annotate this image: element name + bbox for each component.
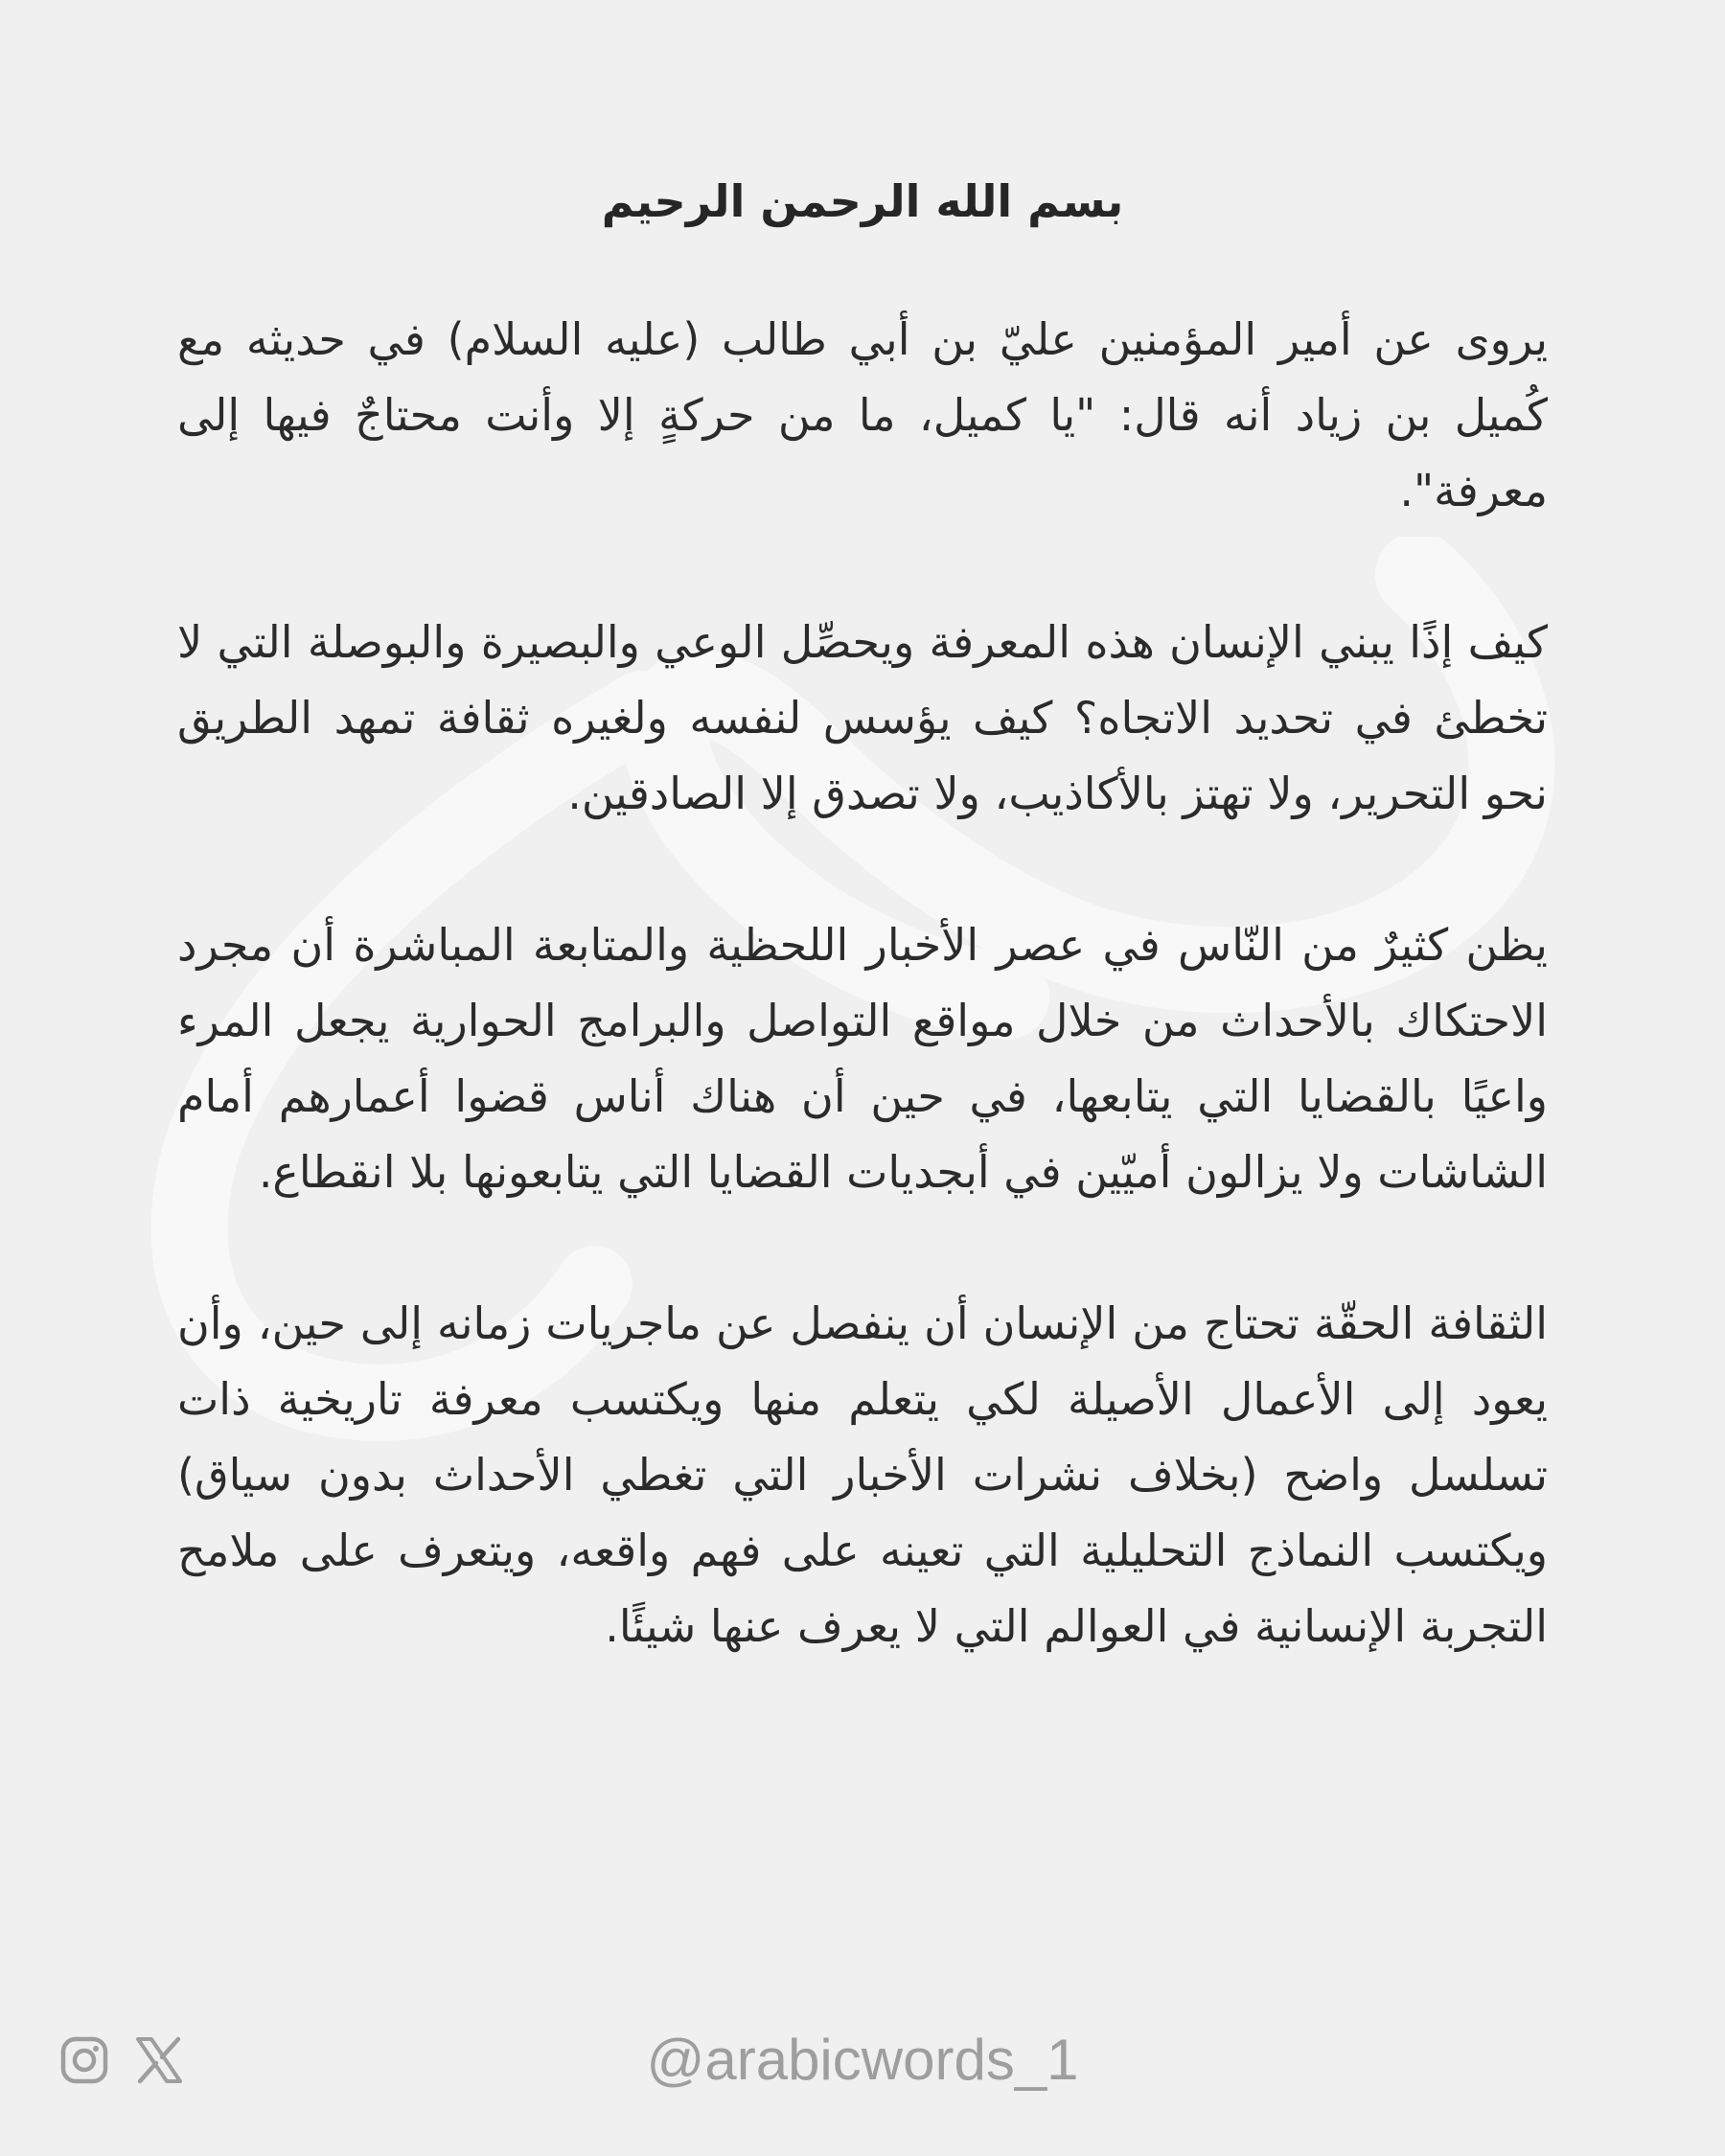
paragraph-3: يظن كثيرٌ من النّاس في عصر الأخبار اللحظية والمتابعة المباشرة أن مجرد الاحتكاك بالأحداث من خلال مواقع التواصل والبرامج الحوارية يجعل المرء واعيًا بالقضايا التي يتابعها، في حين أن هناك أناس قضوا أعمارهم أمام الشاشات ولا يزالون أميّين في أبجديات القضايا التي يتابعونها بلا انقطاع. — [177, 919, 1548, 1198]
paragraph-4: الثقافة الحقّة تحتاج من الإنسان أن ينفصل عن ماجريات زمانه إلى حين، وأن يعود إلى الأعمال الأصيلة لكي يتعلم منها ويكتسب معرفة تاريخية ذات تسلسل واضح (بخلاف نشرات الأخبار التي تغطي الأحداث بدون سياق) ويكتسب النماذج التحليلية التي تعينه على فهم واقعه، ويتعرف على ملامح التجربة الإنسانية في العوالم التي لا يعرف عنها شيئًا. — [177, 1297, 1548, 1652]
footer — [0, 2022, 1725, 2099]
account-handle[interactable]: @arabicwords_1 — [646, 2028, 1079, 2092]
paragraph-2: كيف إذًا يبني الإنسان هذه المعرفة ويحصِّل الوعي والبصيرة والبوصلة التي لا تخطئ في تحديد الاتجاه؟ كيف يؤسس لنفسه ولغيره ثقافة تمهد الطريق نحو التحرير، ولا تهتز بالأكاذيب، ولا تصدق إلا الصادقين. — [177, 616, 1548, 819]
document-heading: بسم الله الرحمن الرحيم — [601, 175, 1124, 227]
paragraph-1: يروى عن أمير المؤمنين عليّ بن أبي طالب (عليه السلام) في حديثه مع كُميل بن زياد أنه قال: "يا كميل، ما من حركةٍ إلا وأنت محتاجٌ فيها إلى معرفة". — [177, 313, 1548, 516]
document-body — [177, 168, 1548, 1664]
